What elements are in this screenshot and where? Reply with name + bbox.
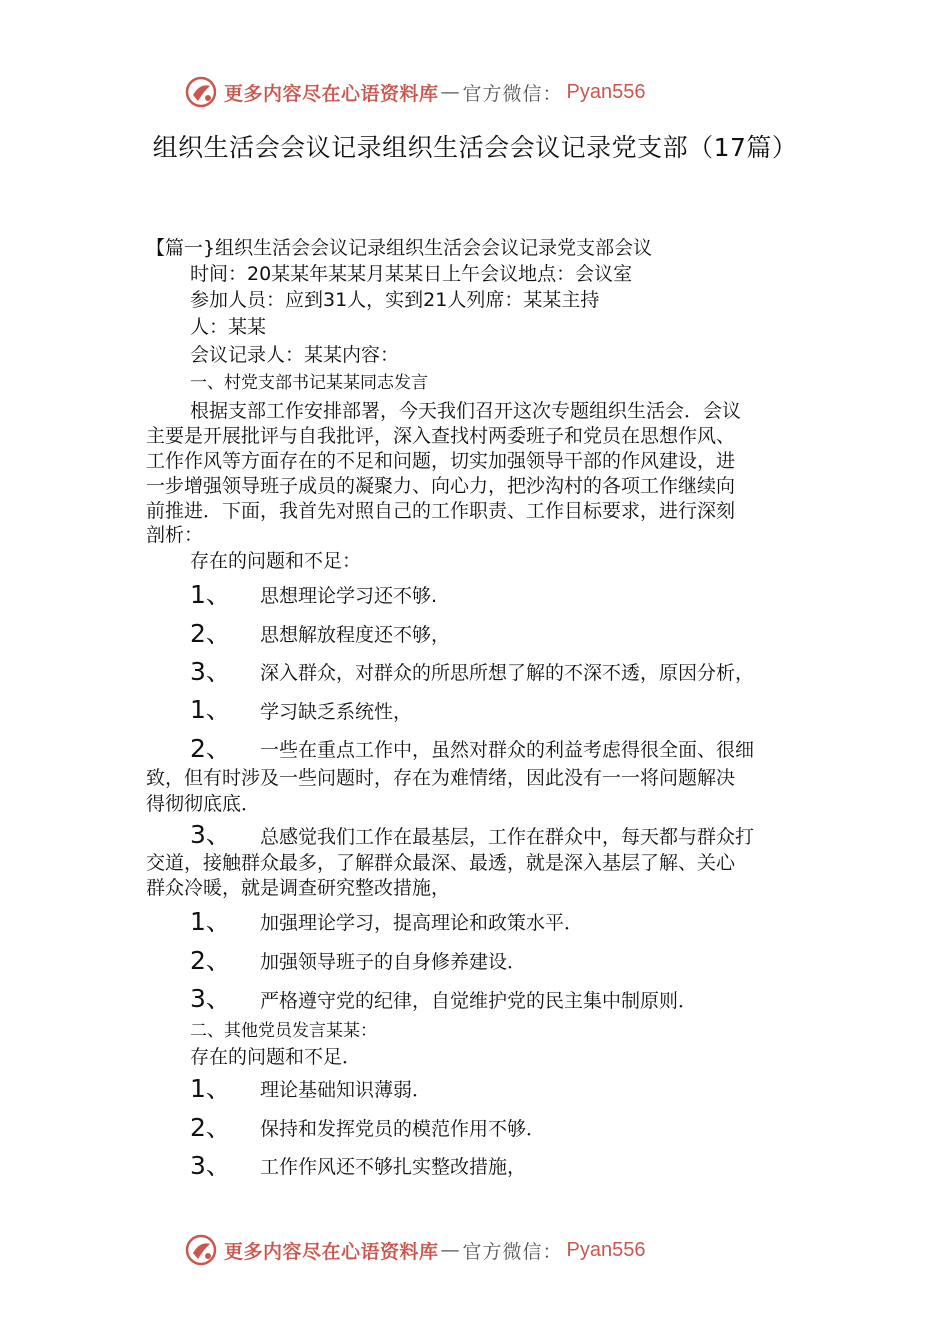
list-item-number: 1、 bbox=[190, 695, 231, 724]
paragraph-line: 工作作风等方面存在的不足和问题，切实加强领导干部的作风建设，进 bbox=[146, 450, 736, 472]
banner-brand-text: 更多内容尽在心语资料库 bbox=[224, 1240, 439, 1263]
banner-dash: — bbox=[440, 1239, 461, 1261]
section-heading: 【篇一}组织生活会会议记录组织生活会会议记录党支部会议 bbox=[146, 237, 653, 259]
document-title: 组织生活会会议记录组织生活会会议记录党支部（17篇） bbox=[152, 133, 798, 162]
list-item-cont: 群众冷暖，就是调查研究整改措施， bbox=[146, 877, 451, 899]
paragraph-line: 根据支部工作安排部署，今天我们召开这次专题组织生活会．会议 bbox=[190, 400, 742, 422]
list-item: 思想解放程度还不够， bbox=[260, 624, 451, 646]
list-item: 工作作风还不够扎实整改措施， bbox=[260, 1156, 527, 1178]
list-item-number: 2、 bbox=[190, 619, 231, 648]
banner-dash: — bbox=[440, 81, 461, 103]
list-item-cont: 交道，接触群众最多，了解群众最深、最透，就是深入基层了解、关心 bbox=[146, 852, 736, 874]
banner-wechat-label: 官方微信： bbox=[462, 1240, 563, 1263]
list-item: 总感觉我们工作在最基层，工作在群众中，每天都与群众打 bbox=[260, 826, 755, 848]
list-item: 严格遵守党的纪律，自觉维护党的民主集中制原则． bbox=[260, 990, 698, 1012]
list-item-number: 3、 bbox=[190, 820, 231, 849]
banner-wechat-id: Pyan556 bbox=[566, 80, 646, 103]
recorder-line: 会议记录人：某某内容： bbox=[190, 344, 400, 366]
footer-banner bbox=[184, 1232, 646, 1268]
list-item-number: 3、 bbox=[190, 657, 231, 686]
list-item: 思想理论学习还不够. bbox=[260, 585, 438, 607]
attendees-line-cont: 人：某某 bbox=[190, 316, 267, 338]
subheading-2: 二、其他党员发言某某： bbox=[190, 1021, 377, 1041]
seal-logo-icon bbox=[184, 1233, 218, 1267]
attendees-line: 参加人员：应到31人，实到21人列席：某某主持 bbox=[190, 289, 600, 311]
list-item-cont: 得彻彻底底． bbox=[146, 793, 261, 815]
list-item-cont: 致，但有时涉及一些问题时，存在为难情绪，因此没有一一将问题解决 bbox=[146, 767, 736, 789]
list-item-number: 3、 bbox=[190, 984, 231, 1013]
list-item: 深入群众，对群众的所思所想了解的不深不透，原因分析， bbox=[260, 662, 755, 684]
problems-label-2: 存在的问题和不足． bbox=[190, 1046, 362, 1068]
banner-wechat-id: Pyan556 bbox=[566, 1238, 646, 1261]
seal-logo-icon bbox=[184, 75, 218, 109]
header-banner bbox=[184, 74, 646, 110]
problems-label: 存在的问题和不足： bbox=[190, 550, 362, 572]
list-item: 一些在重点工作中，虽然对群众的利益考虑得很全面、很细 bbox=[260, 739, 755, 761]
list-item: 保持和发挥党员的模范作用不够． bbox=[260, 1118, 546, 1140]
list-item: 学习缺乏系统性， bbox=[260, 701, 413, 723]
list-item-number: 1、 bbox=[190, 1074, 231, 1103]
paragraph-line: 主要是开展批评与自我批评，深入查找村两委班子和党员在思想作风、 bbox=[146, 425, 736, 447]
list-item: 理论基础知识薄弱． bbox=[260, 1079, 432, 1101]
list-item: 加强领导班子的自身修养建设． bbox=[260, 951, 527, 973]
list-item-number: 1、 bbox=[190, 907, 231, 936]
list-item-number: 1、 bbox=[190, 580, 231, 609]
list-item-number: 2、 bbox=[190, 734, 231, 763]
subheading-1: 一、村党支部书记某某同志发言 bbox=[190, 373, 428, 393]
list-item-number: 2、 bbox=[190, 1113, 231, 1142]
list-item: 加强理论学习，提高理论和政策水平． bbox=[260, 912, 584, 934]
list-item-number: 3、 bbox=[190, 1151, 231, 1180]
paragraph-line: 一步增强领导班子成员的凝聚力、向心力，把沙沟村的各项工作继续向 bbox=[146, 475, 736, 497]
banner-wechat-label: 官方微信： bbox=[462, 82, 563, 105]
paragraph-line: 前推进．下面，我首先对照自己的工作职责、工作目标要求，进行深刻 bbox=[146, 500, 736, 522]
banner-brand-text: 更多内容尽在心语资料库 bbox=[224, 82, 439, 105]
meeting-time-line: 时间：20某某年某某月某某日上午会议地点：会议室 bbox=[190, 263, 633, 285]
paragraph-line: 剖析： bbox=[146, 524, 204, 546]
list-item-number: 2、 bbox=[190, 946, 231, 975]
